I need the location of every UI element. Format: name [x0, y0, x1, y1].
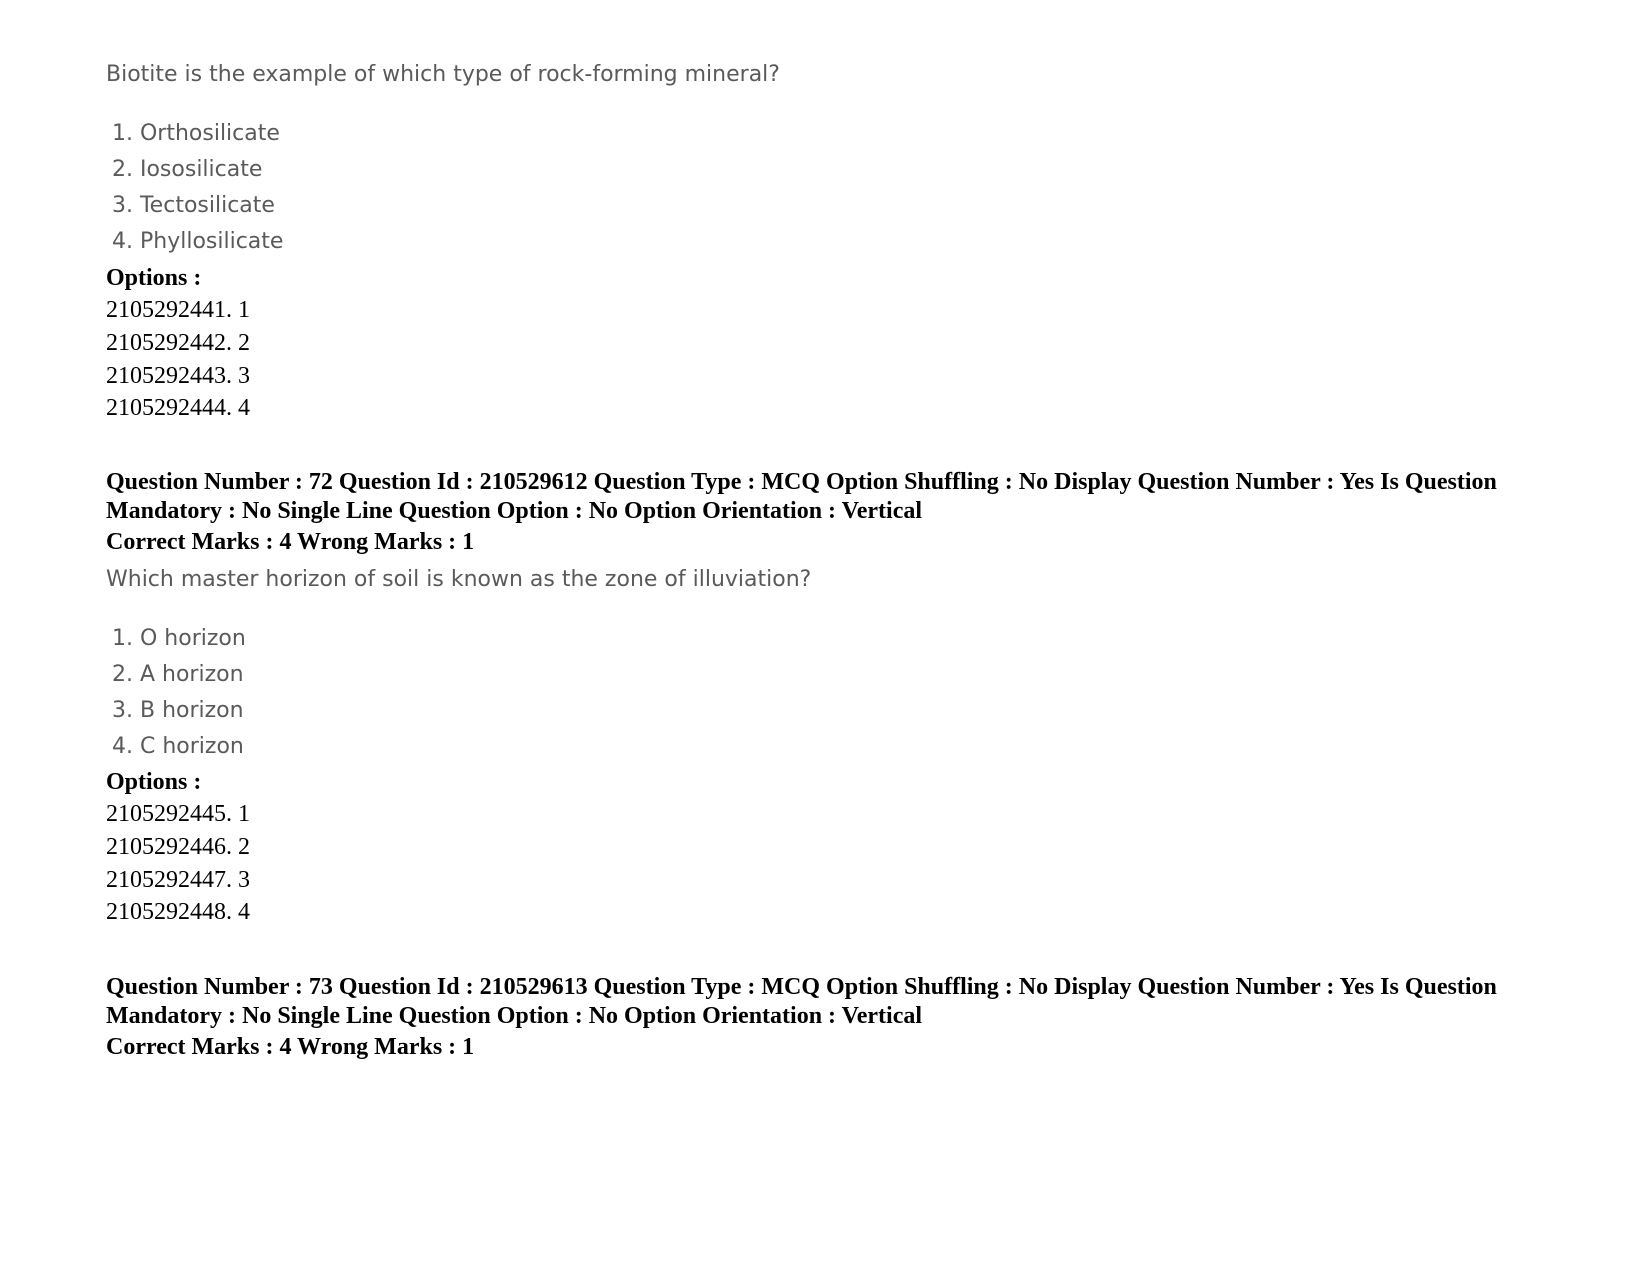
option-id: 2105292444. 4 [106, 395, 250, 421]
answer-choice: 4. Phyllosilicate [112, 229, 284, 254]
question-header-line: Mandatory : No Single Line Question Option : No Option Orientation : Vertical [106, 1003, 923, 1029]
option-id: 2105292445. 1 [106, 801, 250, 827]
option-id: 2105292448. 4 [106, 899, 250, 925]
question-header [106, 468, 1576, 526]
marks-line: Correct Marks : 4 Wrong Marks : 1 [106, 529, 475, 555]
question-text: Which master horizon of soil is known as the zone of illuviation? [106, 567, 812, 592]
options-label: Options : [106, 769, 202, 795]
question-header-line: Mandatory : No Single Line Question Option : No Option Orientation : Vertical [106, 498, 923, 524]
question-header [106, 973, 1576, 1031]
answer-choice: 4. C horizon [112, 734, 244, 759]
option-id: 2105292441. 1 [106, 297, 250, 323]
question-header-line: Question Number : 73 Question Id : 210529613 Question Type : MCQ Option Shuffling : No Display Question Number : Yes Is Question [106, 974, 1497, 1000]
answer-choice: 3. Tectosilicate [112, 193, 275, 218]
answer-choice: 1. O horizon [112, 626, 246, 651]
question-header-line: Question Number : 72 Question Id : 210529612 Question Type : MCQ Option Shuffling : No Display Question Number : Yes Is Question [106, 469, 1497, 495]
answer-choice: 1. Orthosilicate [112, 121, 280, 146]
option-id: 2105292442. 2 [106, 330, 250, 356]
question-text: Biotite is the example of which type of rock-forming mineral? [106, 62, 780, 87]
answer-choice: 3. B horizon [112, 698, 244, 723]
option-id: 2105292447. 3 [106, 867, 250, 893]
options-label: Options : [106, 265, 202, 291]
option-id: 2105292446. 2 [106, 834, 250, 860]
answer-choice: 2. A horizon [112, 662, 244, 687]
marks-line: Correct Marks : 4 Wrong Marks : 1 [106, 1034, 475, 1060]
answer-choice: 2. Iososilicate [112, 157, 263, 182]
option-id: 2105292443. 3 [106, 363, 250, 389]
